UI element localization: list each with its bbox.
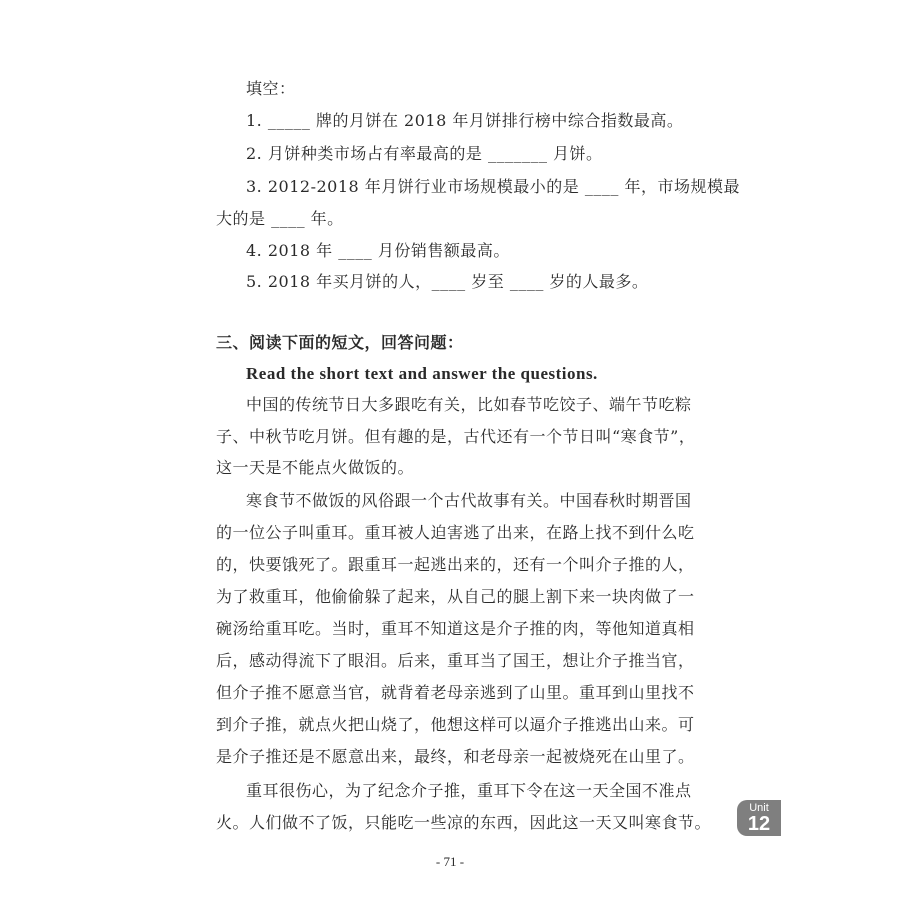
unit-tab-label: Unit	[749, 802, 769, 814]
paragraph-2-line-8: 到介子推，就点火把山烧了，他想这样可以逼介子推逃出山来。可	[216, 715, 695, 734]
fill-blank-question-2: 2. 月饼种类市场占有率最高的是 _______ 月饼。	[246, 144, 603, 163]
paragraph-1-line-1: 中国的传统节日大多跟吃有关，比如春节吃饺子、端午节吃粽	[246, 395, 692, 414]
paragraph-3-line-2: 火。人们做不了饭，只能吃一些凉的东西，因此这一天又叫寒食节。	[216, 813, 712, 832]
paragraph-2-line-4: 为了救重耳，他偷偷躲了起来，从自己的腿上割下来一块肉做了一	[216, 587, 695, 606]
paragraph-2-line-1: 寒食节不做饭的风俗跟一个古代故事有关。中国春秋时期晋国	[246, 491, 692, 510]
reading-section-title: 三、阅读下面的短文，回答问题：	[216, 333, 464, 352]
fill-blank-title: 填空：	[246, 79, 296, 98]
paragraph-1-line-2: 子、中秋节吃月饼。但有趣的是，古代还有一个节日叫“寒食节”，	[216, 427, 696, 446]
paragraph-1-line-3: 这一天是不能点火做饭的。	[216, 458, 415, 477]
paragraph-2-line-2: 的一位公子叫重耳。重耳被人迫害逃了出来，在路上找不到什么吃	[216, 523, 695, 542]
fill-blank-question-3-line-2: 大的是 ____ 年。	[216, 209, 344, 228]
paragraph-2-line-6: 后，感动得流下了眼泪。后来，重耳当了国王，想让介子推当官，	[216, 651, 695, 670]
fill-blank-question-3-line-1: 3. 2012-2018 年月饼行业市场规模最小的是 ____ 年，市场规模最	[246, 177, 740, 196]
unit-tab-number: 12	[747, 813, 771, 835]
paragraph-3-line-1: 重耳很伤心，为了纪念介子推，重耳下令在这一天全国不准点	[246, 781, 692, 800]
fill-blank-question-5: 5. 2018 年买月饼的人，____ 岁至 ____ 岁的人最多。	[246, 272, 649, 291]
paragraph-2-line-5: 碗汤给重耳吃。当时，重耳不知道这是介子推的肉，等他知道真相	[216, 619, 695, 638]
unit-tab	[737, 800, 781, 836]
paragraph-2-line-9: 是介子推还是不愿意出来，最终，和老母亲一起被烧死在山里了。	[216, 747, 695, 766]
fill-blank-question-4: 4. 2018 年 ____ 月份销售额最高。	[246, 241, 510, 260]
reading-instruction-english: Read the short text and answer the questions.	[246, 364, 598, 383]
paragraph-2-line-7: 但介子推不愿意当官，就背着老母亲逃到了山里。重耳到山里找不	[216, 683, 695, 702]
page-number: - 71 -	[435, 854, 465, 869]
paragraph-2-line-3: 的，快要饿死了。跟重耳一起逃出来的，还有一个叫介子推的人，	[216, 555, 695, 574]
fill-blank-question-1: 1. _____ 牌的月饼在 2018 年月饼排行榜中综合指数最高。	[246, 111, 684, 130]
